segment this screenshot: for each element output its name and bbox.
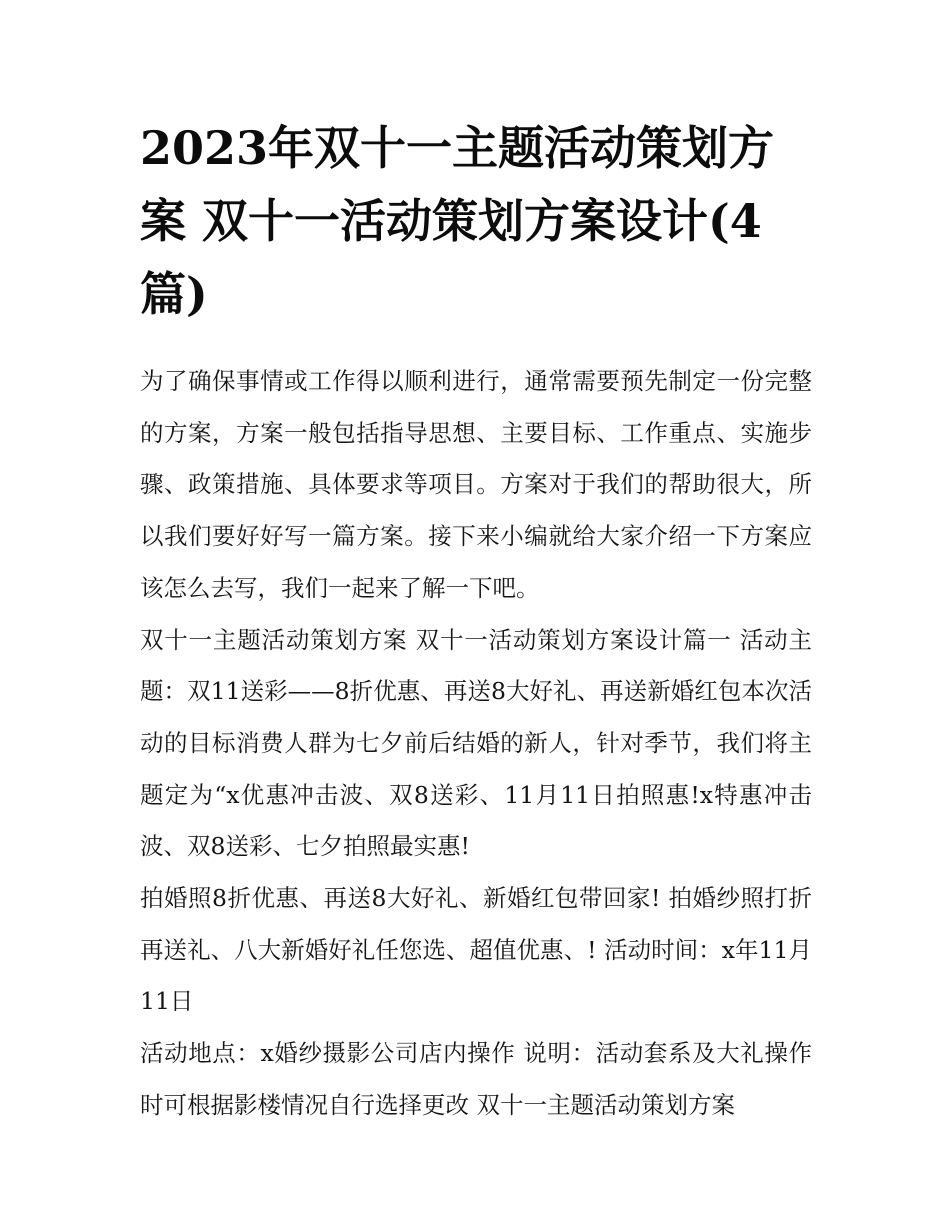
document-title: 2023年双十一主题活动策划方案 双十一活动策划方案设计(4篇): [140, 121, 775, 321]
document-body: [140, 356, 812, 1132]
promotion-paragraph: 拍婚照8折优惠、再送8大好礼、新婚红包带回家! 拍婚纱照打折再送礼、八大新婚好礼任您选、超值优惠、! 活动时间：x年11月11日: [140, 884, 812, 1016]
location-paragraph: 活动地点：x婚纱摄影公司店内操作 说明：活动套系及大礼操作时可根据影楼情况自行选择更改 双十一主题活动策划方案: [140, 1039, 812, 1119]
activity-theme-paragraph: 双十一主题活动策划方案 双十一活动策划方案设计篇一 活动主题：双11送彩——8折优惠、再送8大好礼、再送新婚红包本次活动的目标消费人群为七夕前后结婚的新人，针对季节，我们将主题定为“x优惠冲击波、双8送彩、11月11日拍照惠!x特惠冲击波、双8送彩、七夕拍照最实惠!: [140, 625, 812, 861]
intro-paragraph: 为了确保事情或工作得以顺利进行，通常需要预先制定一份完整的方案，方案一般包括指导思想、主要目标、工作重点、实施步骤、政策措施、具体要求等项目。方案对于我们的帮助很大，所以我们要好好写一篇方案。接下来小编就给大家介绍一下方案应该怎么去写，我们一起来了解一下吧。: [140, 367, 812, 602]
